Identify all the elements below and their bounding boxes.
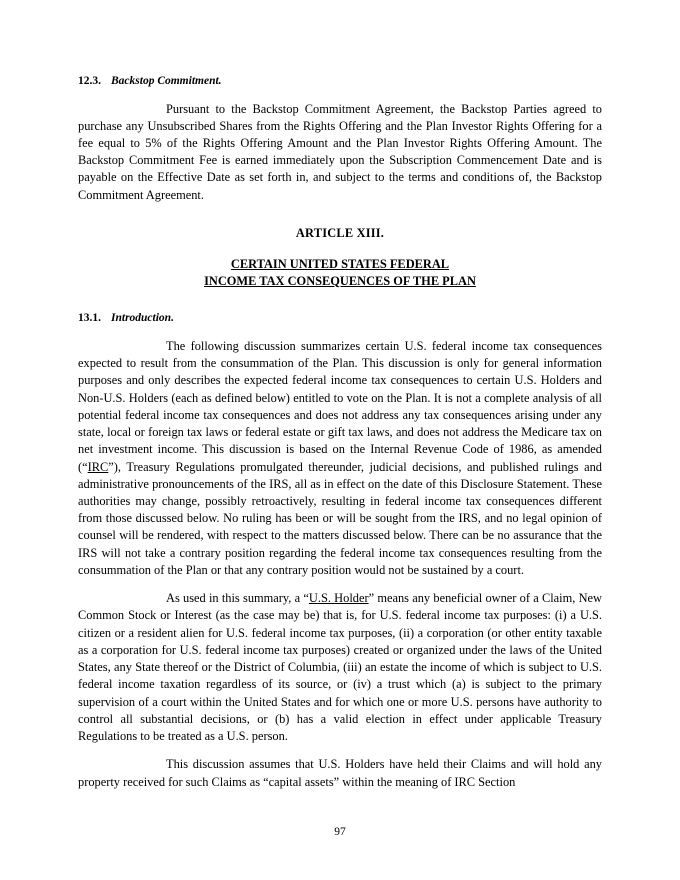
article-label: ARTICLE XIII. (295, 225, 385, 240)
paragraph-text: This discussion assumes that U.S. Holders have held their Claims and will hold any property received for such Claims as “capital assets” within the meaning of IRC Section (78, 757, 602, 789)
article-title-line-1: CERTAIN UNITED STATES FEDERAL (230, 256, 450, 271)
section-number: 13.1. (78, 312, 101, 325)
paragraph-13-1-3 (78, 756, 602, 790)
paragraph-12-3-1 (78, 101, 602, 204)
defined-term-us-holder: U.S. Holder (308, 591, 369, 606)
paragraph-text-part-1: The following discussion summarizes certain U.S. federal income tax consequences expected to result from the consummation of the Plan. This discussion is only for general information purposes and only describes the expected federal income tax consequences to certain U.S. Holders and Non-U.S. Holders (each as defined below) entitled to vote on the Plan. It is not a complete analysis of all potential federal income tax consequences and does not address any tax consequences arising under any state, local or foreign tax laws or federal estate or gift tax laws, and does not address the Medicare tax on net investment income. This discussion is based on the Internal Revenue Code of 1986, as amended (“ (78, 338, 602, 474)
section-heading-13-1 (78, 311, 602, 327)
paragraph-text: Pursuant to the Backstop Commitment Agreement, the Backstop Parties agreed to purchase any Unsubscribed Shares from the Rights Offering and the Plan Investor Rights Offering for a fee equal to 5% of the Rights Offering Amount and the Plan Investor Rights Offering Amount. The Backstop Commitment Fee is earned immediately upon the Subscription Commencement Date and is payable on the Effective Date as set forth in, and subject to the terms and conditions of, the Backstop Commitment Agreement. (78, 101, 602, 202)
defined-term-irc: IRC (87, 459, 109, 474)
page-content (78, 74, 602, 791)
article-title-line-2: INCOME TAX CONSEQUENCES OF THE PLAN (204, 273, 476, 288)
article-title (78, 256, 602, 289)
section-title: Introduction. (111, 312, 174, 325)
paragraph-text-part-2: ”), Treasury Regulations promulgated thereunder, judicial decisions, and published rulings and administrative pronouncements of the IRS, all as in effect on the date of this Disclosure Statement. These authorities may change, possibly retroactively, resulting in federal income tax consequences different from those discussed below. No ruling has been or will be sought from the IRS, and no legal opinion of counsel will be rendered, with respect to the matters discussed below. There can be no assurance that the IRS will not take a contrary position regarding the federal income tax consequences resulting from the consummation of the Plan or that any contrary position would not be sustained by a court. (78, 459, 602, 577)
section-number: 12.3. (78, 75, 101, 87)
section-title: Backstop Commitment. (111, 75, 222, 87)
paragraph-13-1-1 (78, 338, 602, 579)
page-number: 97 (334, 826, 346, 838)
paragraph-13-1-2 (78, 590, 602, 745)
section-heading-12-3 (78, 74, 602, 90)
paragraph-text-part-2: ” means any beneficial owner of a Claim, New Common Stock or Interest (as the case may be) that is, for U.S. federal income tax purposes: (i) a U.S. citizen or a resident alien for U.S. federal income tax purposes, (ii) a corporation (or other entity taxable as a corporation for U.S. federal income tax purposes) created or organized under the laws of the United States, any State thereof or the District of Columbia, (iii) an estate the income of which is subject to U.S. federal income taxation regardless of its source, or (iv) a trust which (a) is subject to the primary supervision of a court within the United States and for which one or more U.S. persons have authority to control all substantial decisions, or (b) has a valid election in effect under applicable Treasury Regulations to be treated as a U.S. person. (78, 591, 603, 744)
paragraph-text-part-1: As used in this summary, a “ (166, 591, 309, 606)
